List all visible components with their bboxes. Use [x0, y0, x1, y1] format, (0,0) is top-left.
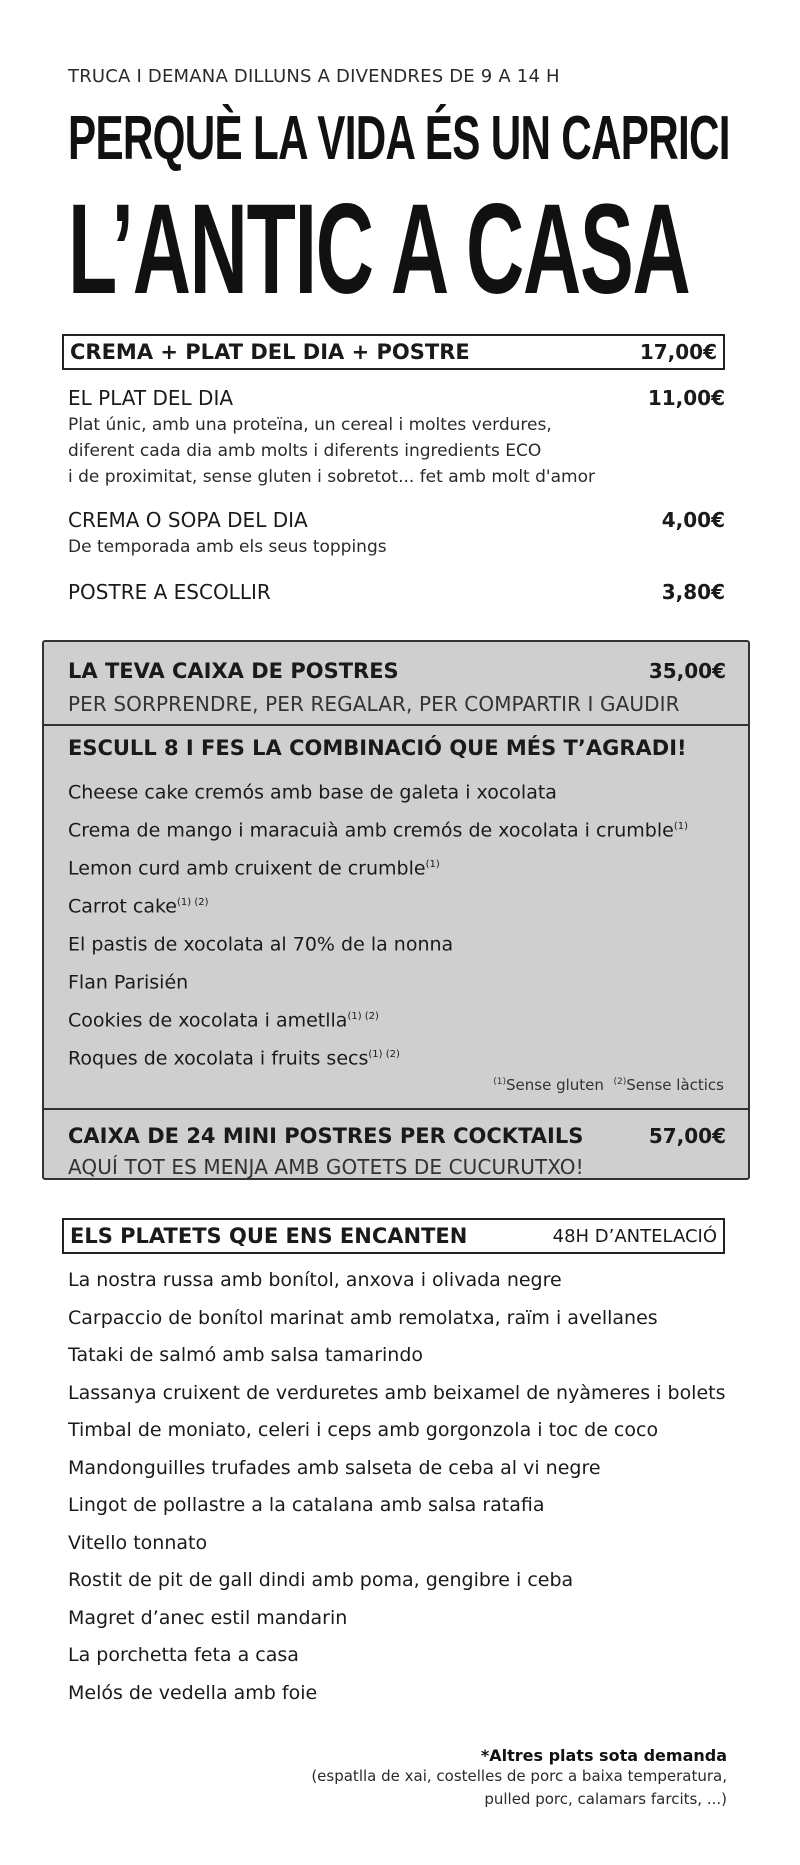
list-item: Flan Parisién [68, 971, 189, 994]
menu-combo-price: 17,00€ [639, 340, 717, 364]
item-price: 11,00€ [647, 386, 725, 410]
allergen-notes: $^{(1)}$Sense gluten $^{(2)}$Sense làctics [493, 1076, 724, 1094]
menu-item-crema [68, 508, 725, 560]
list-item: La nostra russa amb bonítol, anxova i olivada negre [68, 1269, 562, 1291]
menu-item-postre [68, 580, 725, 604]
footer-line: pulled porc, calamars farcits, ...) [484, 1790, 727, 1808]
item-name: CREMA O SOPA DEL DIA [68, 508, 308, 532]
list-item: Tataki de salmó amb salsa tamarindo [68, 1344, 424, 1366]
list-item: Cookies de xocolata i ametlla$^{(1) (2)}$ [68, 1009, 379, 1032]
menu-item-plat-dia [68, 386, 725, 490]
list-item: Cheese cake cremós amb base de galeta i xocolata [68, 781, 557, 804]
list-item: Mandonguilles trufades amb salseta de ceba al vi negre [68, 1456, 601, 1479]
tagline-heading: PERQUÈ LA VIDA ÉS UN CAPRICI [68, 104, 730, 173]
item-desc-line: De temporada amb els seus toppings [68, 537, 387, 557]
list-item: La porchetta feta a casa [68, 1644, 299, 1666]
item-name: EL PLAT DEL DIA [68, 386, 234, 410]
menu-combo-box [62, 334, 725, 370]
mini-box-subtitle: AQUÍ TOT ES MENJA AMB GOTETS DE CUCURUTXO! [68, 1155, 584, 1179]
list-item: Crema de mango i maracuià amb cremós de xocolata i crumble$^{(1)}$ [68, 819, 689, 842]
item-price: 3,80€ [661, 580, 725, 604]
menu-combo-label: CREMA + PLAT DEL DIA + POSTRE [70, 340, 470, 364]
list-item: Vitello tonnato [68, 1531, 208, 1554]
note-lactics: Sense làctics [626, 1076, 724, 1094]
list-item: Timbal de moniato, celeri i ceps amb gorgonzola i toc de coco [68, 1419, 659, 1441]
mini-box-price: 57,00€ [648, 1124, 726, 1148]
order-hours-text: TRUCA I DEMANA DILLUNS A DIVENDRES DE 9 A 14 H [68, 66, 560, 87]
dessert-box-price: 35,00€ [648, 659, 726, 683]
footer-note [311, 1746, 727, 1811]
platets-title: ELS PLATETS QUE ENS ENCANTEN [70, 1224, 468, 1248]
platets-header-box [62, 1218, 725, 1254]
list-item: Magret d’anec estil mandarin [68, 1606, 348, 1629]
footer-heading: *Altres plats sota demanda [480, 1746, 727, 1765]
dessert-box-title: LA TEVA CAIXA DE POSTRES [68, 659, 399, 683]
item-desc-line: diferent cada dia amb molts i diferents ingredients ECO [68, 441, 542, 461]
dish-list [68, 1262, 726, 1712]
note-gluten: Sense gluten [506, 1076, 604, 1094]
list-item: Melós de vedella amb foie [68, 1681, 318, 1704]
list-item: Lassanya cruixent de verduretes amb beixamel de nyàmeres i bolets [68, 1381, 726, 1404]
list-item: El pastis de xocolata al 70% de la nonna [68, 933, 454, 956]
list-item: Roques de xocolata i fruits secs$^{(1) (2)}$ [68, 1047, 400, 1070]
list-item: Rostit de pit de gall dindi amb poma, gengibre i ceba [68, 1569, 574, 1591]
item-name: POSTRE A ESCOLLIR [68, 580, 271, 604]
list-item: Lemon curd amb cruixent de crumble$^{(1)}$ [68, 857, 440, 880]
divider [44, 1108, 748, 1110]
brand-heading: L’ANTIC A CASA [68, 178, 690, 321]
list-item: Lingot de pollastre a la catalana amb salsa ratafia [68, 1494, 545, 1516]
footer-line: (espatlla de xai, costelles de porc a baixa temperatura, [311, 1767, 727, 1785]
dessert-choose-heading: ESCULL 8 I FES LA COMBINACIÓ QUE MÉS T’AGRADI! [68, 736, 687, 760]
item-price: 4,00€ [661, 508, 725, 532]
mini-box-title: CAIXA DE 24 MINI POSTRES PER COCKTAILS [68, 1124, 584, 1148]
dessert-list [68, 770, 688, 1074]
dessert-box-panel [42, 640, 750, 1180]
divider [44, 724, 748, 726]
dessert-box-subtitle: PER SORPRENDRE, PER REGALAR, PER COMPARTIR I GAUDIR [68, 692, 680, 716]
list-item: Carpaccio de bonítol marinat amb remolatxa, raïm i avellanes [68, 1306, 658, 1329]
item-desc-line: Plat únic, amb una proteïna, un cereal i moltes verdures, [68, 415, 552, 435]
item-desc-line: i de proximitat, sense gluten i sobretot... fet amb molt d'amor [68, 467, 595, 487]
platets-notice: 48H D’ANTELACIÓ [552, 1225, 717, 1247]
list-item: Carrot cake$^{(1) (2)}$ [68, 895, 209, 918]
